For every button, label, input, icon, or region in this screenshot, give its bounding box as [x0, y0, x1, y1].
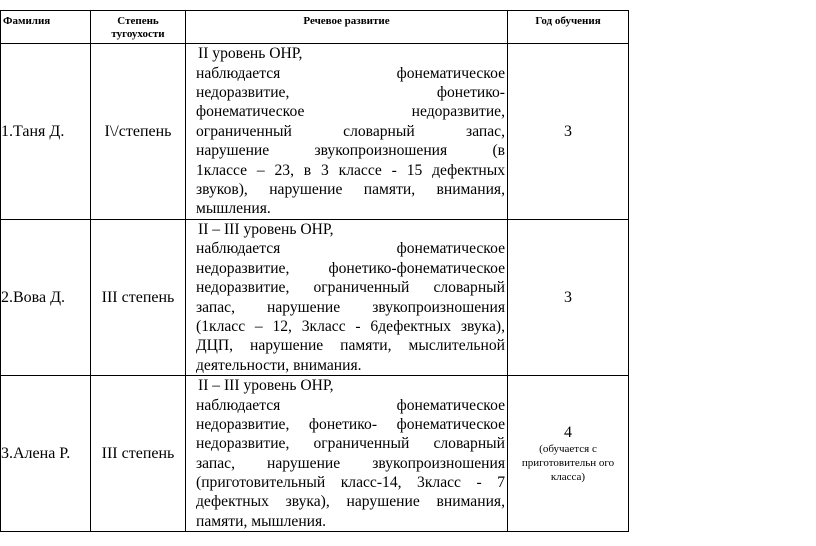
header-row [1, 11, 629, 44]
speech-line: недоразвитие, ограниченный словарный [196, 279, 505, 297]
speech-line: 1классе – 23, в 3 классе - 15 дефектных [196, 161, 505, 179]
study-year [508, 376, 629, 532]
study-year [508, 220, 629, 376]
speech-line: II – III уровень ОНР, [198, 377, 334, 395]
hearing-degree: I\/степень [91, 44, 186, 220]
student-name: 1.Таня Д. [1, 44, 91, 220]
speech-line: II уровень ОНР, [198, 45, 303, 63]
speech-line: недоразвитие, фонетико- [196, 84, 505, 102]
speech-line: наблюдается фонематическое [196, 396, 505, 414]
speech-line: деятельности, внимания. [196, 356, 362, 374]
speech-line: ДЦП, нарушение памяти, мыслительной [196, 337, 505, 355]
header-study-year: Год обучения [508, 11, 629, 44]
study-year-value: 3 [564, 122, 572, 140]
header-speech-development: Речевое развитие [186, 11, 508, 44]
speech-line: наблюдается фонематическое [196, 240, 505, 258]
hearing-degree: III степень [91, 220, 186, 376]
speech-line: недоразвитие, ограниченный словарный [196, 435, 505, 453]
table-row [1, 220, 629, 376]
table-row [1, 376, 629, 532]
speech-line: нарушение звукопроизношения (в [196, 142, 505, 160]
speech-line: запас, нарушение звукопроизношения [196, 298, 505, 316]
speech-line: недоразвитие, фонетико- фонематическое [196, 415, 505, 433]
table-row [1, 44, 629, 220]
speech-description [186, 220, 508, 376]
student-table [0, 10, 629, 532]
study-year-value: 3 [564, 288, 572, 306]
speech-line: звуков), нарушение памяти, внимания, [196, 180, 505, 198]
speech-line: недоразвитие, фонетико-фонематическое [196, 259, 505, 277]
header-surname: Фамилия [1, 11, 91, 44]
speech-line: мышления. [196, 200, 271, 218]
speech-line: (приготовительный класс-14, 3класс - 7 [196, 474, 505, 492]
speech-line: дефектных звука), нарушение внимания, [196, 493, 505, 511]
speech-line: наблюдается фонематическое [196, 64, 505, 82]
study-year [508, 44, 629, 220]
speech-line: II – III уровень ОНР, [198, 221, 334, 238]
speech-line: запас, нарушение звукопроизношения [196, 454, 505, 472]
speech-line: (1класс – 12, 3класс - 6дефектных звука), [196, 317, 505, 335]
hearing-degree: III степень [91, 376, 186, 532]
speech-description [186, 44, 508, 220]
header-hearing-degree: Степень тугоухости [91, 11, 186, 44]
study-year-note: (обучается с приготовительн ого класса) [521, 442, 615, 483]
student-name: 2.Вова Д. [1, 220, 91, 376]
speech-description [186, 376, 508, 532]
speech-line: фонематическое недоразвитие, [196, 103, 505, 121]
study-year-value: 4 [564, 423, 572, 441]
speech-line: памяти, мышления. [196, 512, 327, 530]
student-name: 3.Алена Р. [1, 376, 91, 532]
speech-line: ограниченный словарный запас, [196, 122, 505, 140]
